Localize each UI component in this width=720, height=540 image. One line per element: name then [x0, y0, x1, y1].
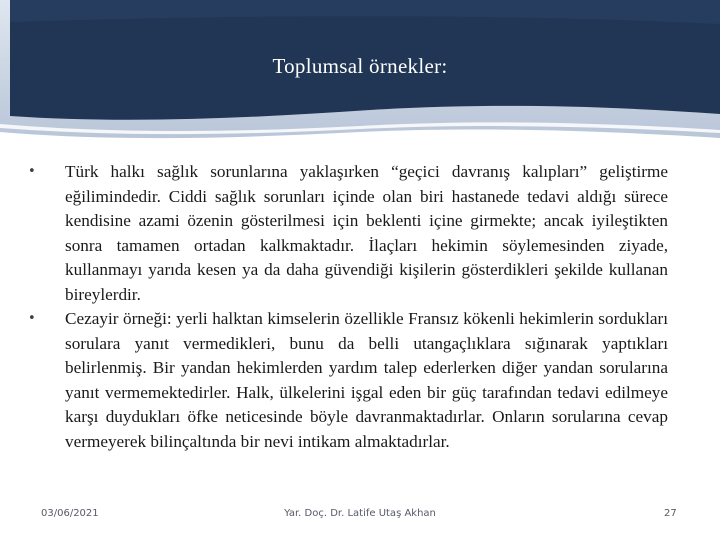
bullet-dot-icon: •	[28, 311, 36, 326]
header-banner	[0, 0, 720, 148]
slide-title: Toplumsal örnekler:	[272, 54, 448, 78]
bullet-dot-icon: •	[28, 164, 36, 179]
page-number: 27	[664, 508, 677, 519]
footer-author: Yar. Doç. Dr. Latife Utaş Akhan	[284, 508, 436, 519]
footer-date: 03/06/2021	[41, 508, 99, 519]
bullet-text: Cezayir örneği: yerli halktan kimselerin özellikle Fransız kökenli hekimlerin sordukları sorulara yanıt vermedikleri, bunu da belli utangaçlıklara sığınarak yaptıkları belirlenmiş. Bir yandan hekimlerden yardım talep ederlerken diğer yandan sorularına yanıt vermemektedirler. Halk, ülkelerini işgal eden bir güç tarafından tedavi edilmeye karşı duydukları öfke neticesinde böyle davranmaktadırlar. Onların sorularına cevap vermeyerek bilinçaltında bir nevi intikam almaktadırlar.	[65, 309, 668, 451]
bullet-list	[28, 160, 668, 454]
bullet-text: Türk halkı sağlık sorunlarına yaklaşırken “geçici davranış kalıpları” geliştirme eğilimindedir. Ciddi sağlık sorunları içinde olan biri hastanede tedavi aldığı sürece kendisine azami özenin gösterilmesi için beklenti içine girmekte; ancak iyileştikten sonra tamamen ortadan kalkmaktadır. İlaçları hekimin söylemesinden ziyade, kullanmayı yarıda kesen ya da daha güvendiği kişilerin gösterdikleri şekilde kullanan bireylerdir.	[65, 162, 668, 304]
bullet-item	[28, 307, 668, 454]
bullet-item	[28, 160, 668, 307]
